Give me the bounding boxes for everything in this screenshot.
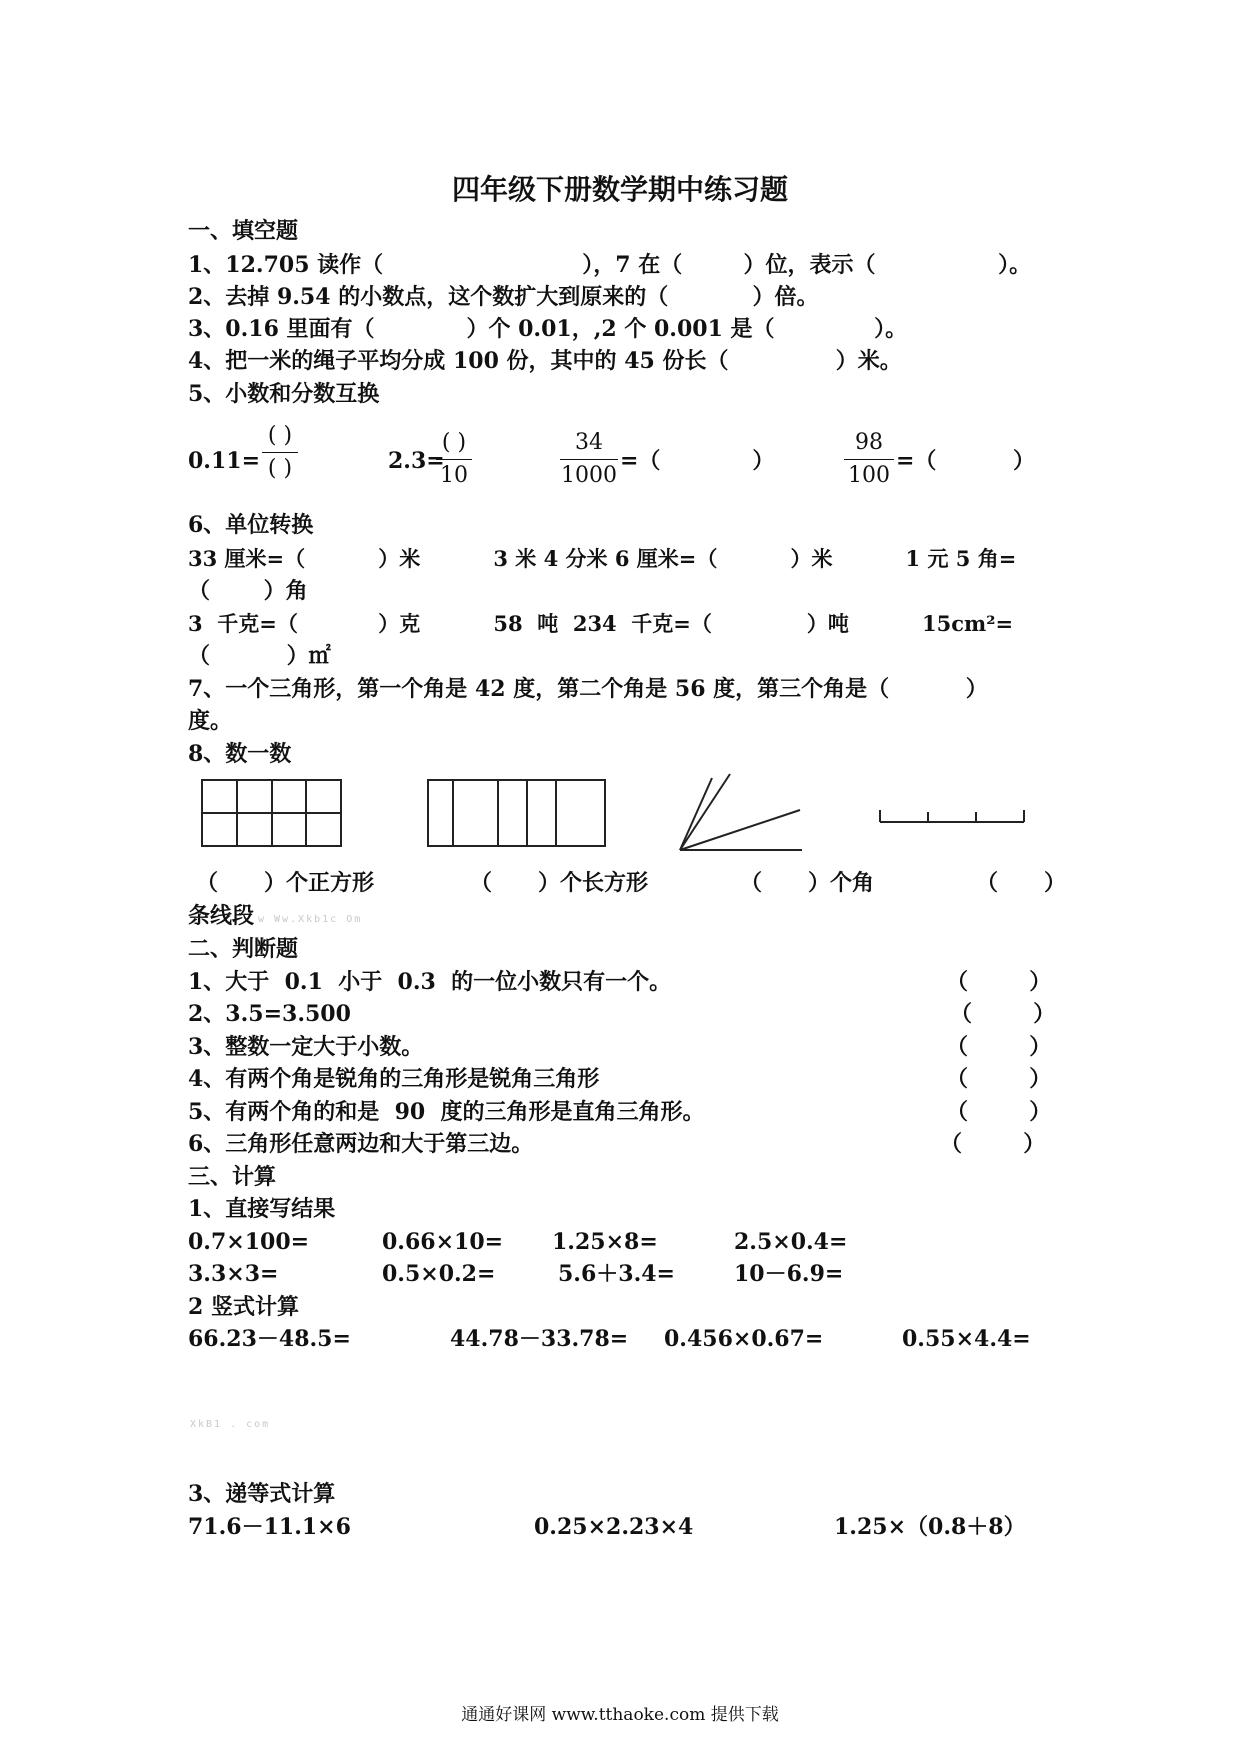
- fraction-bar: [560, 459, 618, 460]
- fraction-bar: [262, 452, 298, 453]
- answer-paren: （ ）: [946, 1034, 1052, 1060]
- calc-vertical-item: 0.456×0.67=: [664, 1326, 824, 1352]
- page-footer: 通通好课网 www.tthaoke.com 提供下载: [461, 1705, 779, 1725]
- fraction-bar: [844, 459, 894, 460]
- watermark: XkB1 . com: [190, 1419, 271, 1430]
- ray: [680, 774, 730, 850]
- calc-step-item: 1.25×（0.8＋8）: [834, 1514, 1026, 1540]
- calc-step-item: 0.25×2.23×4: [534, 1514, 694, 1540]
- count-label-segments-tail: 条线段: [188, 903, 255, 929]
- fraction-b-denominator: 10: [440, 463, 468, 488]
- question-1-8: 8、数一数: [188, 741, 292, 767]
- fraction-a-left: 0.11=: [188, 448, 261, 474]
- fraction-a-numerator: ( ): [267, 423, 293, 448]
- question-1-2: 2、去掉 9.54 的小数点，这个数扩大到原来的（ ）倍。: [188, 284, 819, 310]
- unit-line-2: （ ）角: [188, 578, 308, 604]
- count-label-segments: （ ）: [976, 870, 1066, 896]
- squares-grid-figure: [200, 778, 345, 850]
- unit-line-1: 33 厘米=（ ）米 3 米 4 分米 6 厘米=（ ）米 1 元 5 角=: [188, 546, 1017, 571]
- answer-paren: （ ）: [946, 1099, 1052, 1125]
- calc-vertical-item: 44.78－33.78=: [450, 1326, 629, 1352]
- calc-sub-1: 1、直接写结果: [188, 1196, 336, 1222]
- calc-item: 0.5×0.2=: [382, 1261, 496, 1287]
- page-title: 四年级下册数学期中练习题: [451, 173, 788, 206]
- fraction-b-left: 2.3=: [388, 448, 445, 474]
- question-1-6: 6、单位转换: [188, 512, 314, 538]
- count-label-squares: （ ）个正方形: [196, 870, 374, 896]
- fraction-bar: [436, 459, 472, 460]
- fraction-c: [560, 430, 618, 489]
- question-1-1: 1、12.705 读作（ ），7 在（ ）位，表示（ ）。: [188, 252, 1032, 278]
- calc-item: 0.7×100=: [188, 1229, 310, 1255]
- calc-sub-2: 2 竖式计算: [188, 1294, 299, 1320]
- judge-item-3: 3、整数一定大于小数。: [188, 1034, 424, 1060]
- fraction-b-numerator: ( ): [441, 430, 467, 455]
- fraction-b: [436, 430, 472, 489]
- calc-item: 2.5×0.4=: [734, 1229, 848, 1255]
- angles-figure: [676, 770, 806, 854]
- question-1-3: 3、0.16 里面有（ ）个 0.01，,2 个 0.001 是（ ）。: [188, 316, 908, 342]
- answer-paren: （ ）: [940, 1131, 1046, 1157]
- judge-item-5: 5、有两个角的和是 90 度的三角形是直角三角形。: [188, 1099, 705, 1125]
- watermark: w Ww.Xkb1c Om: [258, 914, 363, 925]
- calc-step-item: 71.6－11.1×6: [188, 1514, 351, 1540]
- fraction-c-numerator: 34: [575, 430, 603, 455]
- answer-paren: （ ）: [946, 969, 1052, 995]
- answer-paren: （ ）: [950, 1001, 1056, 1027]
- answer-paren: （ ）: [946, 1066, 1052, 1092]
- question-1-4: 4、把一米的绳子平均分成 100 份，其中的 45 份长（ ）米。: [188, 348, 902, 374]
- count-label-angles: （ ）个角: [740, 870, 874, 896]
- fraction-d-right: =（ ）: [896, 448, 1036, 474]
- question-1-5: 5、小数和分数互换: [188, 381, 380, 407]
- question-1-7: 7、一个三角形，第一个角是 42 度，第二个角是 56 度，第三个角是（ ）: [188, 676, 988, 702]
- fraction-d: [844, 430, 894, 489]
- calc-item: 1.25×8=: [552, 1229, 658, 1255]
- calc-vertical-item: 0.55×4.4=: [902, 1326, 1031, 1352]
- ray: [680, 810, 800, 850]
- fraction-a: [262, 423, 298, 482]
- ray: [680, 778, 712, 850]
- fraction-d-denominator: 100: [848, 463, 890, 488]
- fraction-a-denominator: ( ): [267, 456, 293, 481]
- fraction-c-denominator: 1000: [561, 463, 617, 488]
- fraction-d-numerator: 98: [855, 430, 883, 455]
- calc-item: 10－6.9=: [734, 1261, 844, 1287]
- rectangles-figure: [426, 778, 608, 850]
- section-1-heading: 一、填空题: [188, 218, 299, 244]
- calc-vertical-item: 66.23－48.5=: [188, 1326, 351, 1352]
- calc-item: 3.3×3=: [188, 1261, 279, 1287]
- unit-line-3: 3 千克=（ ）克 58 吨 234 千克=（ ）吨 15cm²=: [188, 611, 1014, 636]
- judge-item-4: 4、有两个角是锐角的三角形是锐角三角形: [188, 1066, 600, 1092]
- count-label-rectangles: （ ）个长方形: [470, 870, 648, 896]
- fraction-c-right: =（ ）: [620, 448, 775, 474]
- judge-item-6: 6、三角形任意两边和大于第三边。: [188, 1131, 534, 1157]
- calc-item: 0.66×10=: [382, 1229, 504, 1255]
- calc-item: 5.6＋3.4=: [558, 1261, 675, 1287]
- question-1-7-continued: 度。: [188, 708, 233, 734]
- line-segments-figure: [876, 802, 1028, 828]
- calc-sub-3: 3、递等式计算: [188, 1481, 336, 1507]
- judge-item-2: 2、3.5=3.500: [188, 1001, 351, 1027]
- judge-item-1: 1、大于 0.1 小于 0.3 的一位小数只有一个。: [188, 969, 672, 995]
- section-3-heading: 三、计算: [188, 1164, 277, 1190]
- section-2-heading: 二、判断题: [188, 936, 299, 962]
- rectangle-outline: [428, 780, 605, 846]
- unit-line-4: （ ）㎡: [188, 643, 331, 669]
